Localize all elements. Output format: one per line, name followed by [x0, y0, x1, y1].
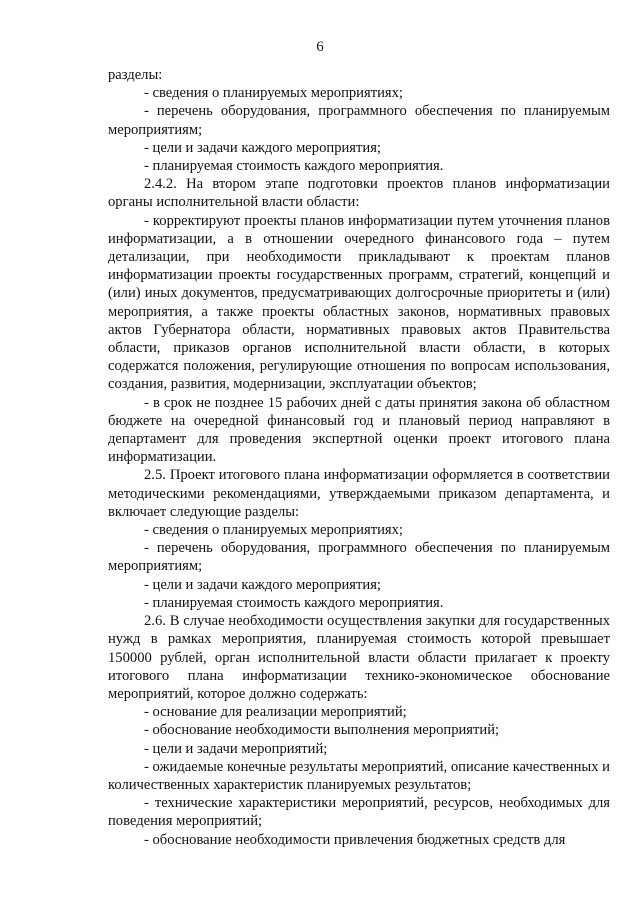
paragraph: - планируемая стоимость каждого мероприятия. [144, 158, 444, 175]
paragraph: - ожидаемые конечные результаты мероприятий, описание качественных и количественных характеристик планируемых результатов; [108, 758, 610, 793]
paragraph: - перечень оборудования, программного обеспечения по планируемым мероприятиям; [108, 103, 610, 138]
paragraph: 2.5. Проект итогового плана информатизации оформляется в соответствии методическими рекомендациями, утверждаемыми приказом департамента, и включает следующие разделы: [108, 467, 610, 520]
paragraph: разделы: [108, 67, 163, 83]
page-number: 6 [316, 39, 324, 55]
document-body [108, 66, 610, 849]
paragraph: - планируемая стоимость каждого мероприятия. [144, 594, 444, 611]
paragraph: - основание для реализации мероприятий; [144, 704, 407, 721]
paragraph: - обоснование необходимости выполнения мероприятий; [144, 722, 500, 739]
paragraph: - цели и задачи каждого мероприятия; [144, 576, 381, 593]
paragraph: - технические характеристики мероприятий, ресурсов, необходимых для поведения мероприятий; [108, 795, 610, 830]
paragraph: - сведения о планируемых мероприятиях; [144, 522, 403, 539]
paragraph: - обоснование необходимости привлечения бюджетных средств для [144, 831, 566, 848]
paragraph: 2.4.2. На втором этапе подготовки проектов планов информатизации органы исполнительной власти области: [108, 176, 610, 211]
paragraph: - перечень оборудования, программного обеспечения по планируемым мероприятиям; [108, 540, 610, 575]
paragraph: 2.6. В случае необходимости осуществления закупки для государственных нужд в рамках мероприятия, планируемая стоимость которой превышает 150000 рублей, орган исполнительной власти области прилагает к проекту итогового плана информатизации технико-экономическое обоснование мероприятий, которое должно содержать: [108, 613, 610, 702]
paragraph: - цели и задачи каждого мероприятия; [144, 139, 381, 156]
paragraph: - корректируют проекты планов информатизации путем уточнения планов информатизации, а в отношении очередного финансового года – путем детализации, при необходимости прикладывают к проектам планов информатизации проекты государственных программ, стратегий, концепций и (или) иных документов, предусматривающих долгосрочные приоритеты и (или) мероприятия, а также проекты областных законов, нормативных правовых актов Губернатора области, нормативных правовых актов Правительства области, приказов органов исполнительной власти области, в которых содержатся положения, регулирующие отношения по вопросам использования, создания, развития, модернизации, эксплуатации объектов; [108, 212, 610, 393]
paragraph: - в срок не позднее 15 рабочих дней с даты принятия закона об областном бюджете на очередной финансовый год и плановый период направляют в департамент для проведения экспертной оценки проект итогового плана информатизации. [108, 394, 610, 466]
paragraph: - цели и задачи мероприятий; [144, 740, 328, 757]
paragraph: - сведения о планируемых мероприятиях; [144, 85, 403, 102]
